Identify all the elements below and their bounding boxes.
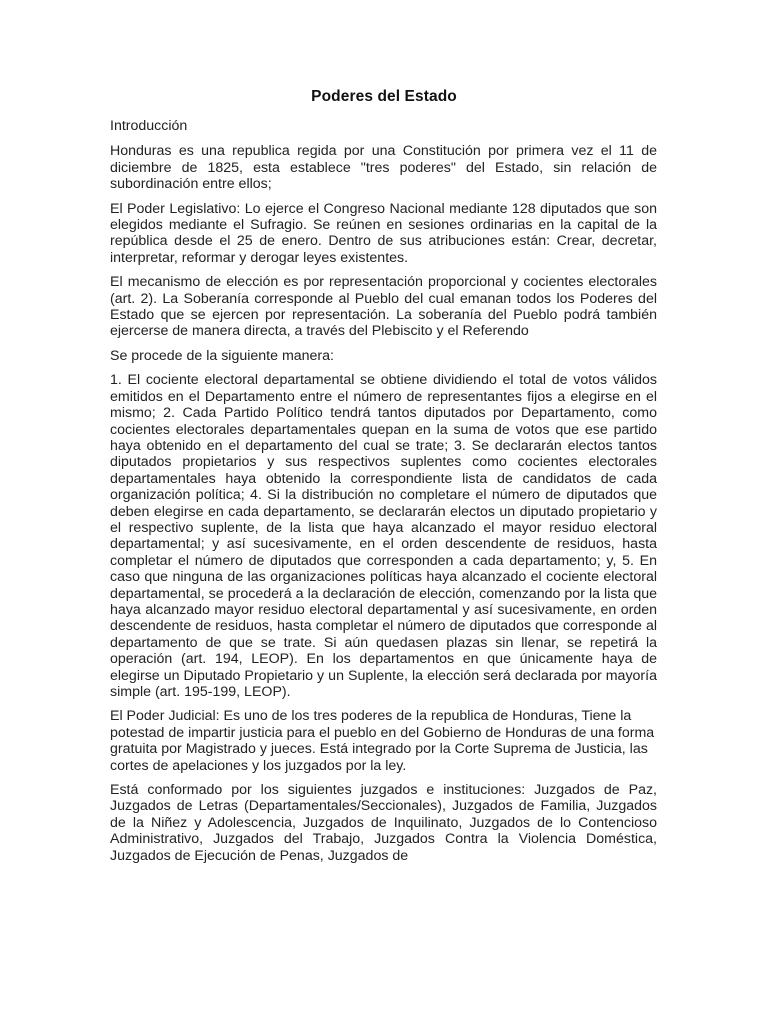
paragraph-legislative-power: El Poder Legislativo: Lo ejerce el Congreso Nacional mediante 128 diputados que son elegidos mediante el Sufragio. Se reúnen en sesiones ordinarias en la capital de la república desde el 25 de enero. Dentro de sus atribuciones están: Crear, decretar, interpretar, reformar y derogar leyes existentes.: [110, 200, 657, 266]
document-title: Poderes del Estado: [311, 88, 457, 105]
paragraph-overview: Honduras es una republica regida por una Constitución por primera vez el 11 de diciembre de 1825, esta establece "tres poderes" del Estado, sin relación de subordinación entre ellos;: [110, 143, 657, 193]
intro-heading: Introducción: [110, 118, 188, 134]
paragraph-judicial-power: El Poder Judicial: Es uno de los tres poderes de la republica de Honduras, Tiene la potestad de impartir justicia para el pueblo en del Gobierno de Honduras de una forma gratuita por Magistrado y jueces. Está integrado por la Corte Suprema de Justicia, las cortes de apelaciones y los juzgados por la ley.: [110, 708, 655, 774]
paragraph-courts-list: Está conformado por los siguientes juzgados e instituciones: Juzgados de Paz, Juzgados de Letras (Departamentales/Seccionales), Juzgados de Familia, Juzgados de la Niñez y Adolescencia, Juzgados de Inquilinato, Juzgados de lo Contencioso Administrativo, Juzgados del Trabajo, Juzgados Contra la Violencia Doméstica, Juzgados de Ejecución de Penas, Juzgados de: [110, 782, 657, 864]
document-body: [110, 118, 657, 872]
paragraph-procedure-intro: Se procede de la siguiente manera:: [110, 347, 334, 364]
paragraph-procedure-steps: 1. El cociente electoral departamental se obtiene dividiendo el total de votos válidos emitidos en el Departamento entre el número de representantes fijos a elegirse en el mismo; 2. Cada Partido Político tendrá tantos diputados por Departamento, como cocientes electorales departamentales quepan en la suma de votos que ese partido haya obtenido en el departamento del cual se trate; 3. Se declararán electos tantos diputados propietarios y sus respectivos suplentes como cocientes electorales departamentales haya obtenido la correspondiente lista de candidatos de cada organización política; 4. Si la distribución no completare el número de diputados que deben elegirse en cada departamento, se declararán electos un diputado propietario y el respectivo suplente, de la lista que haya alcanzado el mayor residuo electoral departamental; y así sucesivamente, en el orden descendente de residuos, hasta completar el número de diputados que corresponden a cada departamento; y, 5. En caso que ninguna de las organizaciones políticas haya alcanzado el cociente electoral departamental, se procederá a la declaración de elección, comenzando por la lista que haya alcanzado mayor residuo electoral departamental y así sucesivamente, en orden descendente de residuos, hasta completar el número de diputados que corresponde al departamento de que se trate. Si aún quedasen plazas sin llenar, se repetirá la operación (art. 194, LEOP). En los departamentos en que únicamente haya de elegirse un Diputado Propietario y un Suplente, la elección será declarada por mayoría simple (art. 195-199, LEOP).: [110, 372, 657, 700]
paragraph-election-mechanism: El mecanismo de elección es por representación proporcional y cocientes electorales (art. 2). La Soberanía corresponde al Pueblo del cual emanan todos los Poderes del Estado que se ejercen por representación. La soberanía del Pueblo podrá también ejercerse de manera directa, a través del Plebiscito y el Referendo: [110, 274, 657, 340]
